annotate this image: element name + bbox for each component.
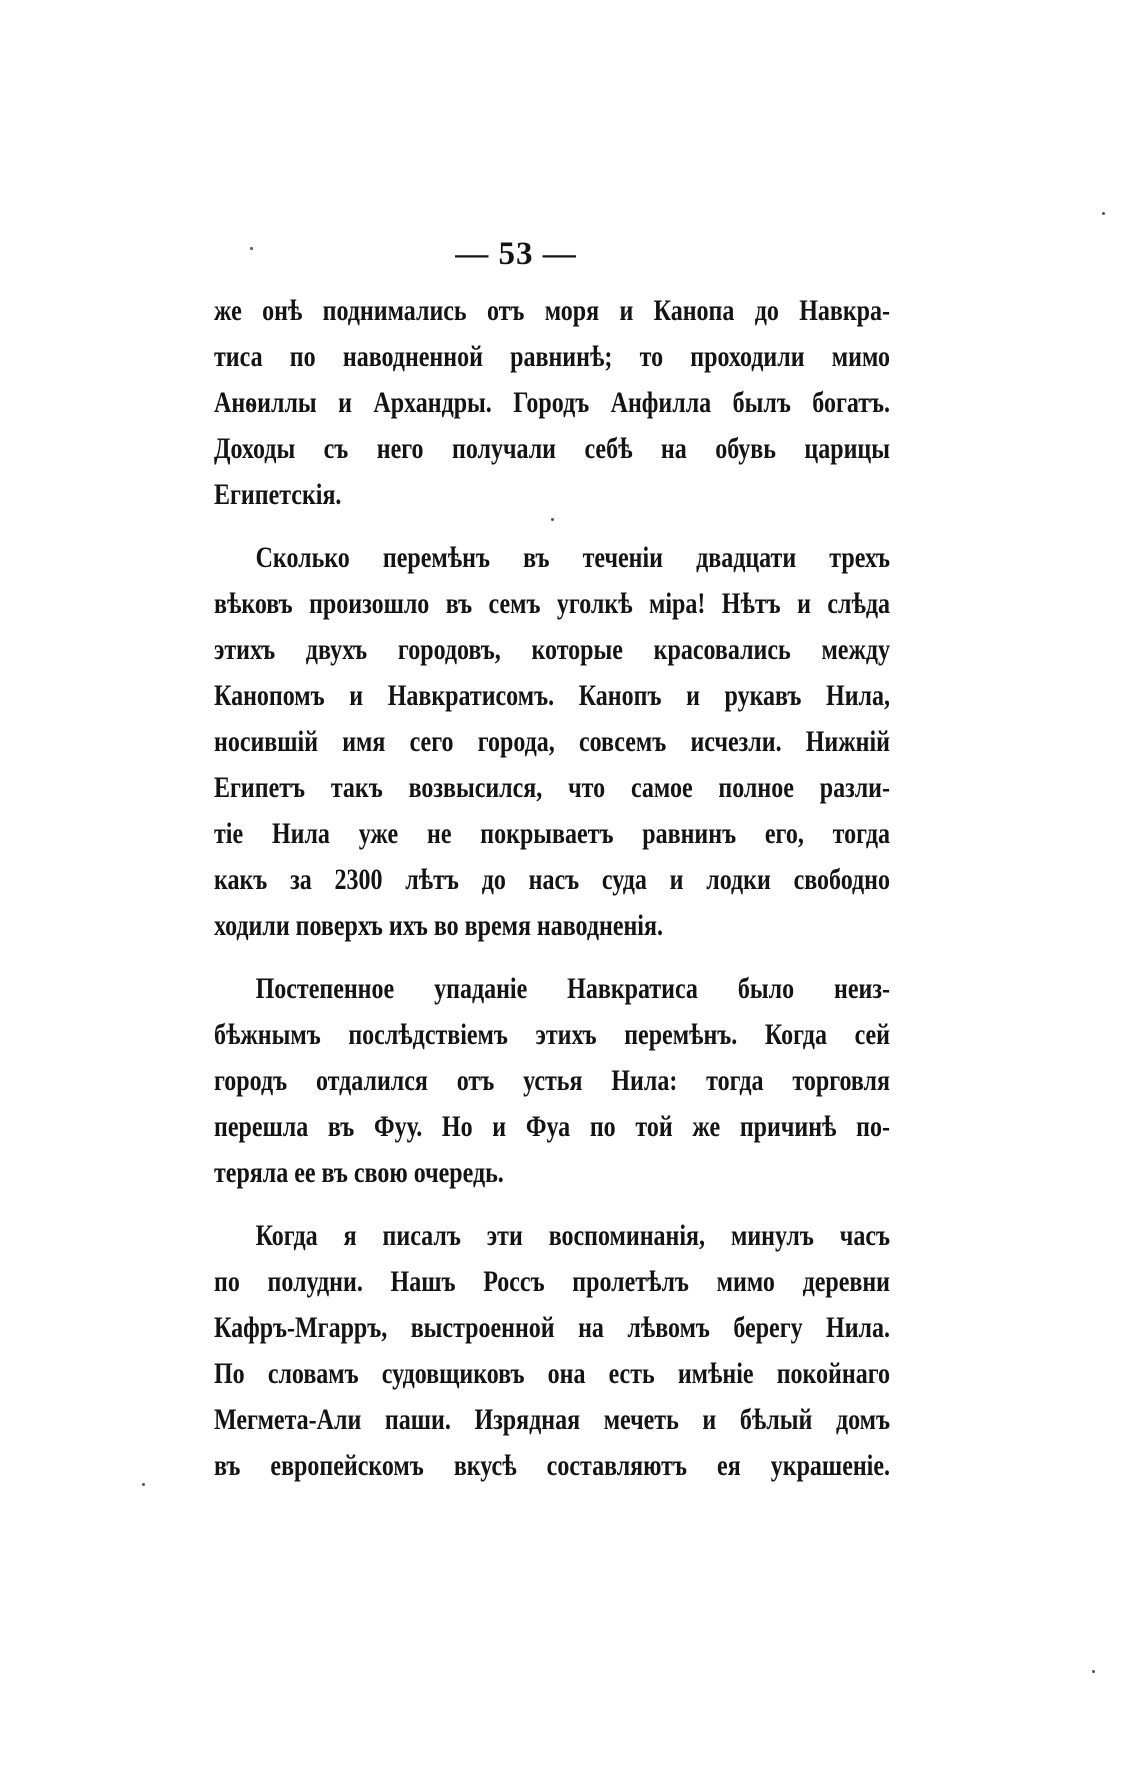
- text-line: тіе Нила уже не покрываетъ равнинъ его, тогда: [214, 817, 890, 850]
- text-line: въ европейскомъ вкусѣ составляютъ ея украшеніе.: [214, 1449, 890, 1482]
- scan-speck: [551, 518, 554, 521]
- text-line: теряла ее въ свою очередь.: [214, 1156, 504, 1189]
- paragraph-2: [214, 535, 890, 949]
- text-line: Сколько перемѣнъ въ теченіи двадцати трехъ: [255, 541, 891, 574]
- scan-speck: [142, 1483, 145, 1486]
- text-line: Кафръ-Мгарръ, выстроенной на лѣвомъ берегу Нила.: [214, 1311, 890, 1344]
- paragraph-4: [214, 1213, 890, 1489]
- text-line: этихъ двухъ городовъ, которые красовались между: [214, 633, 890, 666]
- text-line: Египетъ такъ возвысился, что самое полное разли-: [214, 771, 890, 804]
- scan-speck: [1092, 1670, 1095, 1673]
- text-line: какъ за 2300 лѣтъ до насъ суда и лодки свободно: [214, 863, 890, 896]
- text-line: По словамъ судовщиковъ она есть имѣніе покойнаго: [214, 1357, 890, 1390]
- text-line: городъ отдалился отъ устья Нила: тогда торговля: [214, 1064, 890, 1097]
- text-line: Доходы съ него получали себѣ на обувь царицы: [214, 432, 890, 465]
- page-number: — 53 —: [455, 236, 577, 272]
- text-line: Канопомъ и Навкратисомъ. Канопъ и рукавъ Нила,: [214, 679, 890, 712]
- text-line: Когда я писалъ эти воспоминанія, минулъ часъ: [255, 1219, 891, 1252]
- text-line: Постепенное упаданіе Навкратиса было неиз-: [255, 972, 891, 1005]
- text-line: же онѣ поднимались отъ моря и Канопа до Навкра-: [214, 294, 890, 327]
- text-line: Анѳиллы и Архандры. Городъ Анфилла былъ богатъ.: [214, 386, 890, 419]
- paragraph-3: [214, 966, 890, 1196]
- scan-speck: [1102, 212, 1105, 215]
- scan-speck: [250, 247, 253, 250]
- text-line: ходили поверхъ ихъ во время наводненія.: [214, 909, 663, 942]
- text-line: бѣжнымъ послѣдствіемъ этихъ перемѣнъ. Когда сей: [214, 1018, 890, 1051]
- text-line: носившій имя сего города, совсемъ исчезли. Нижній: [214, 725, 890, 758]
- text-line: по полудни. Нашъ Россъ пролетѣлъ мимо деревни: [214, 1265, 890, 1298]
- text-line: перешла въ Фуу. Но и Фуа по той же причинѣ по-: [214, 1110, 890, 1143]
- text-line: Мегмета-Али паши. Изрядная мечеть и бѣлый домъ: [214, 1403, 890, 1436]
- text-line: вѣковъ произошло въ семъ уголкѣ міра! Нѣтъ и слѣда: [214, 587, 890, 620]
- paragraph-1: [214, 288, 890, 518]
- text-line: Египетскія.: [214, 478, 342, 511]
- text-line: тиса по наводненной равнинѣ; то проходили мимо: [214, 340, 890, 373]
- body-text: [214, 288, 890, 1489]
